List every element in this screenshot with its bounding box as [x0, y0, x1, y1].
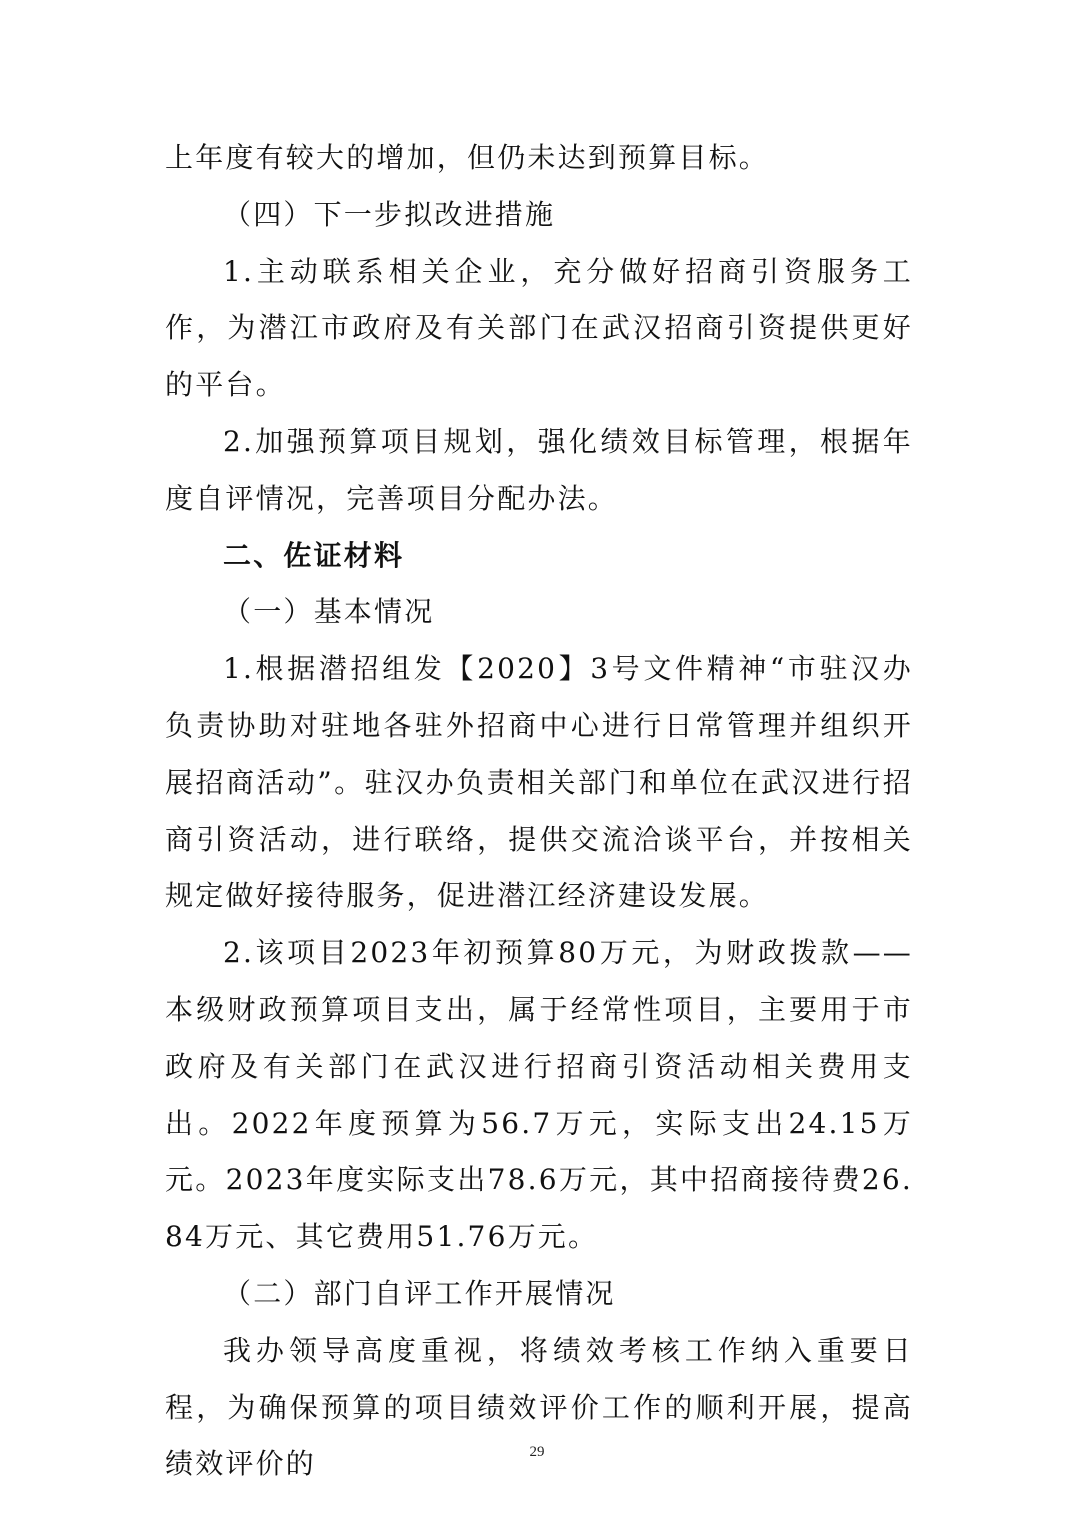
section-heading-evidence: 二、佐证材料: [223, 538, 405, 572]
subheading-basic-info: （一）基本情况: [223, 595, 435, 629]
subheading-self-evaluation: （二）部门自评工作开展情况: [223, 1276, 616, 1310]
paragraph-measure-1: 1.主动联系相关企业，充分做好招商引资服务工作，为潜江市政府及有关部门在武汉招商引资提供更好的平台。: [165, 254, 913, 402]
subheading-next-steps: （四）下一步拟改进措施: [223, 197, 556, 231]
paragraph-self-evaluation: 我办领导高度重视，将绩效考核工作纳入重要日程，为确保预算的项目绩效评价工作的顺利开展，提高绩效评价的: [165, 1333, 913, 1481]
page-body: [165, 130, 913, 1493]
paragraph-continuation: 上年度有较大的增加，但仍未达到预算目标。: [165, 141, 770, 174]
paragraph-measure-2: 2.加强预算项目规划，强化绩效目标管理，根据年度自评情况，完善项目分配办法。: [165, 424, 913, 515]
paragraph-basic-info-1: 1.根据潜招组发【2020】3号文件精神“市驻汉办负责协助对驻地各驻外招商中心进行日常管理并组织开展招商活动”。驻汉办负责相关部门和单位在武汉进行招商引资活动，进行联络，提供交流洽谈平台，并按相关规定做好接待服务，促进潜江经济建设发展。: [165, 652, 913, 913]
paragraph-basic-info-2: 2.该项目2023年初预算80万元，为财政拨款——本级财政预算项目支出，属于经常性项目，主要用于市政府及有关部门在武汉进行招商引资活动相关费用支出。2022年度预算为56.7万元，实际支出24.15万元。2023年度实际支出78.6万元，其中招商接待费26.84万元、其它费用51.76万元。: [165, 936, 913, 1254]
page-number: 29: [529, 1444, 545, 1460]
